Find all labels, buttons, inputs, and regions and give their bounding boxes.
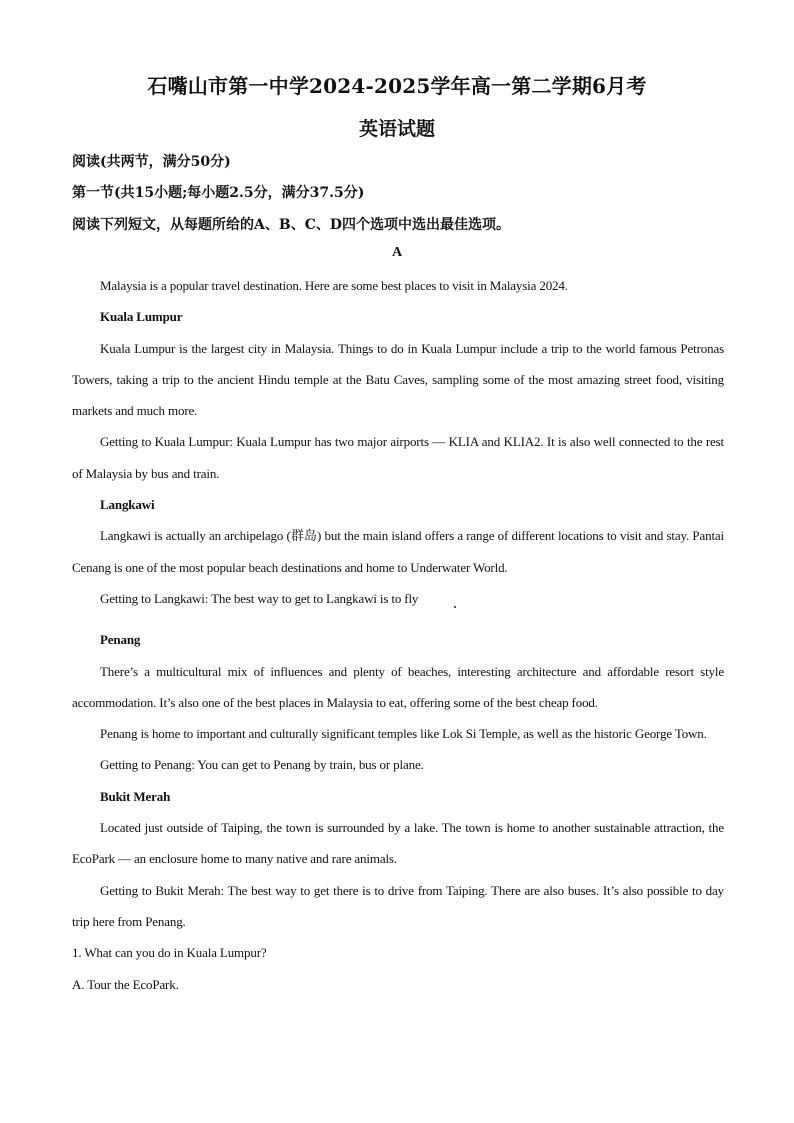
paragraph: Kuala Lumpur is the largest city in Malaysia. Things to do in Kuala Lumpur include a trip to the world famous Petronas Towers, taking a trip to the ancient Hindu temple at the Batu Caves, sampling some of the most amazing street food, visiting markets and much more. <box>72 340 724 419</box>
directions: 阅读下列短文，从每题所给的A、B、C、D四个选项中选出最佳选项。 <box>72 217 510 233</box>
passage-body <box>72 270 724 1000</box>
section-heading-penang: Penang <box>100 632 141 648</box>
exam-subtitle: 英语试题 <box>358 118 435 140</box>
paragraph: Langkawi is actually an archipelago (群岛) but the main island offers a range of different locations to visit and stay. Pantai Cenang is one of the most popular beach destinations and home to Underwater World. <box>72 528 724 575</box>
stray-dot <box>454 606 456 608</box>
paragraph: Getting to Kuala Lumpur: Kuala Lumpur has two major airports — KLIA and KLIA2. It is also well connected to the rest of Malaysia by bus and train. <box>72 434 724 481</box>
question-stem: 1. What can you do in Kuala Lumpur? <box>72 945 267 961</box>
paragraph: Getting to Langkawi: The best way to get to Langkawi is to fly <box>100 590 419 606</box>
part-heading: 第一节(共15小题;每小题2.5分，满分37.5分) <box>72 185 365 201</box>
spacer <box>72 614 724 624</box>
paragraph: Getting to Penang: You can get to Penang by train, bus or plane. <box>100 757 424 773</box>
paragraph: Penang is home to important and culturally significant temples like Lok Si Temple, as well as the historic George Town. <box>100 726 707 742</box>
paragraph: Getting to Bukit Merah: The best way to get there is to drive from Taiping. There are also buses. It’s also possible to day trip here from Penang. <box>72 882 724 929</box>
passage-intro: Malaysia is a popular travel destination. Here are some best places to visit in Malaysia 2024. <box>100 278 568 293</box>
paragraph: There’s a multicultural mix of influences and plenty of beaches, interesting architecture and affordable resort style accommodation. It’s also one of the best places in Malaysia to eat, offering some of the best cheap food. <box>72 663 724 710</box>
section-heading-bukit-merah: Bukit Merah <box>100 788 171 804</box>
passage-label: A <box>391 245 403 260</box>
paragraph: Located just outside of Taiping, the town is surrounded by a lake. The town is home to another sustainable attraction, the EcoPark — an enclosure home to many native and rare animals. <box>72 820 724 867</box>
section-heading: 阅读(共两节，满分50分) <box>72 154 231 170</box>
section-heading-langkawi: Langkawi <box>100 497 155 513</box>
exam-title: 石嘴山市第一中学2024-2025学年高一第二学期6月考 <box>147 74 647 98</box>
section-heading-kuala-lumpur: Kuala Lumpur <box>100 309 183 325</box>
answer-option-a: A. Tour the EcoPark. <box>72 976 179 992</box>
